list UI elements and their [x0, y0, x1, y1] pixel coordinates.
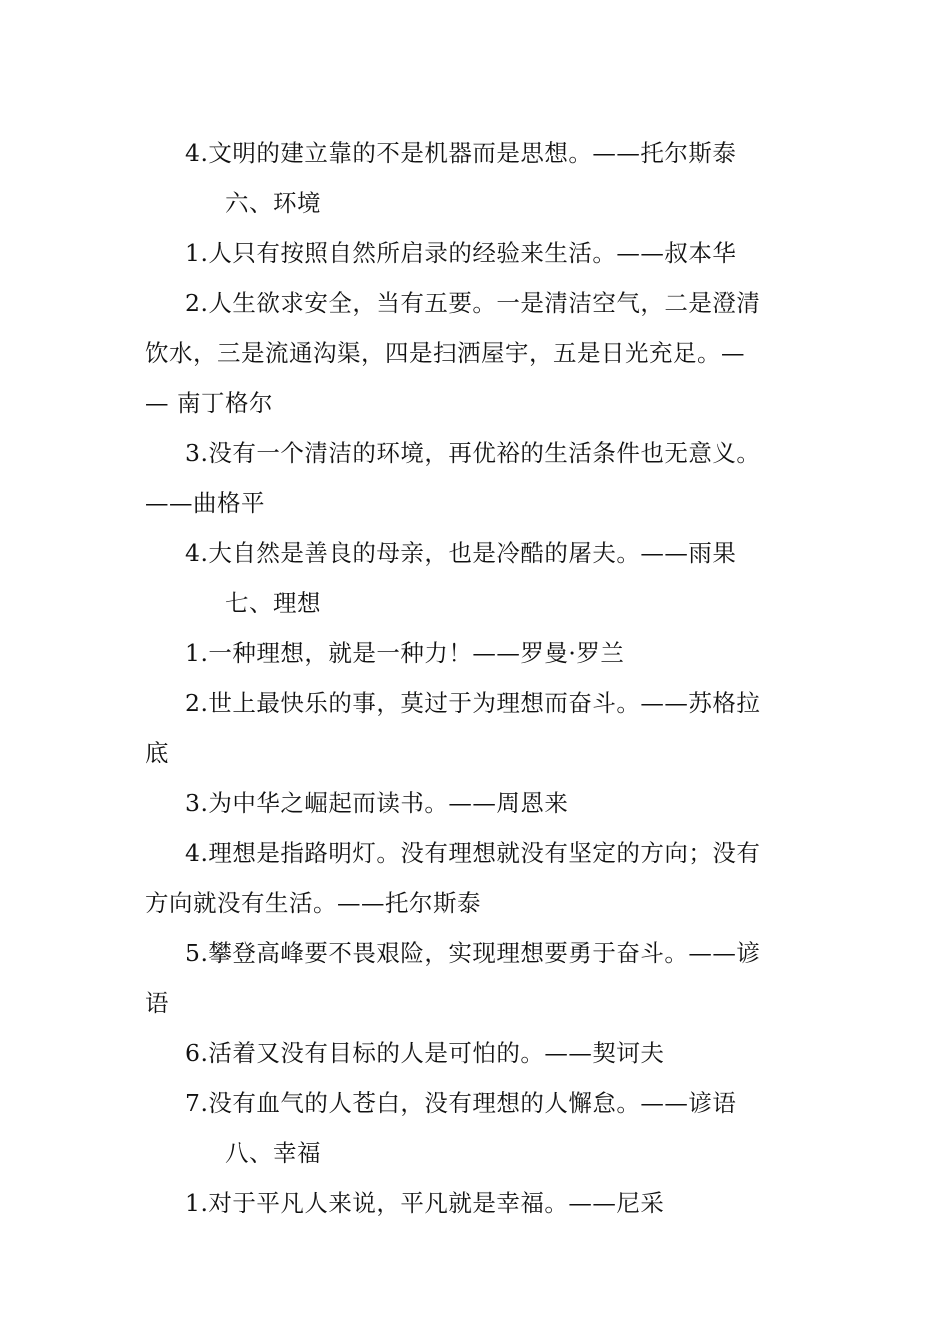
- quote-line: 1.人只有按照自然所启录的经验来生活。——叔本华: [185, 239, 737, 267]
- quote-line-continued: 底: [145, 739, 169, 767]
- quote-line: 3.为中华之崛起而读书。——周恩来: [185, 789, 569, 817]
- section-heading: 六、环境: [225, 189, 321, 217]
- quote-line: 4.理想是指路明灯。没有理想就没有坚定的方向；没有: [185, 839, 761, 867]
- quote-line: 6.活着又没有目标的人是可怕的。——契诃夫: [185, 1039, 665, 1067]
- quote-line: 4.文明的建立靠的不是机器而是思想。——托尔斯泰: [185, 139, 737, 167]
- quote-line: 2.世上最快乐的事，莫过于为理想而奋斗。——苏格拉: [185, 689, 761, 717]
- section-heading: 七、理想: [225, 589, 321, 617]
- quote-line: 5.攀登高峰要不畏艰险，实现理想要勇于奋斗。——谚: [185, 939, 761, 967]
- quote-line-continued: ——曲格平: [145, 489, 265, 517]
- quote-line: 4.大自然是善良的母亲，也是冷酷的屠夫。——雨果: [185, 539, 737, 567]
- section-heading: 八、幸福: [225, 1139, 321, 1167]
- quote-line: 1.一种理想，就是一种力！——罗曼·罗兰: [185, 639, 625, 667]
- quote-line: 7.没有血气的人苍白，没有理想的人懈怠。——谚语: [185, 1089, 737, 1117]
- quote-line-continued: — 南丁格尔: [145, 389, 273, 417]
- quote-line-continued: 饮水，三是流通沟渠，四是扫洒屋宇，五是日光充足。—: [145, 339, 745, 367]
- quote-line: 3.没有一个清洁的环境，再优裕的生活条件也无意义。: [185, 439, 761, 467]
- document-body: [145, 128, 810, 1228]
- quote-line: 1.对于平凡人来说，平凡就是幸福。——尼采: [185, 1189, 665, 1217]
- quote-line: 2.人生欲求安全，当有五要。一是清洁空气，二是澄清: [185, 289, 761, 317]
- quote-line-continued: 方向就没有生活。——托尔斯泰: [145, 889, 481, 917]
- quote-line-continued: 语: [145, 989, 169, 1017]
